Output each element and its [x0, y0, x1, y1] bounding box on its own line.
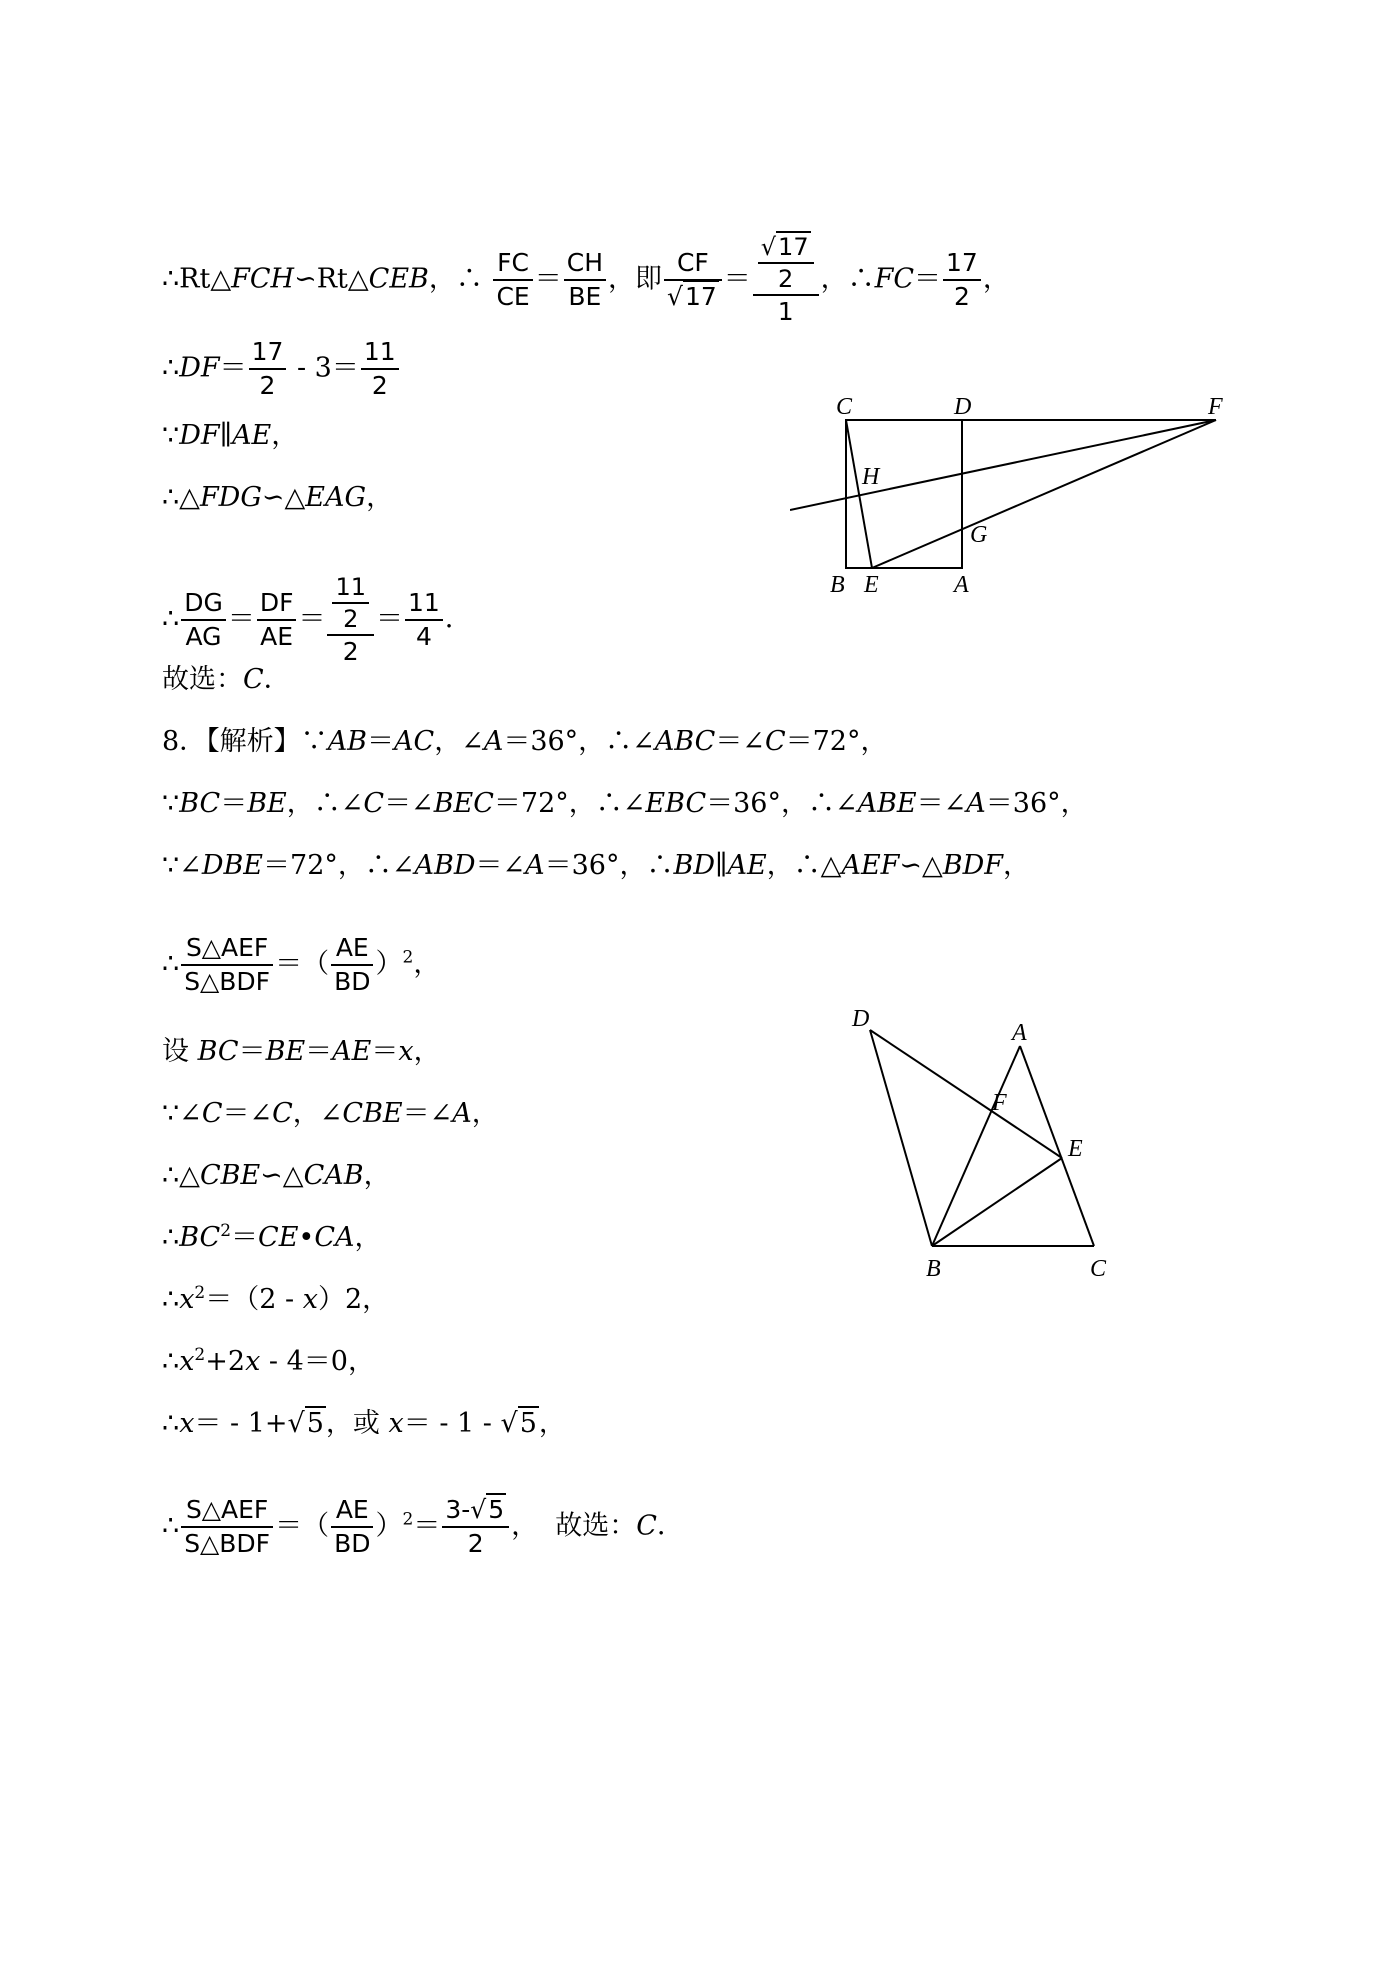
- s8-line-1: 8．【解析】∵AB＝AC，∠A＝36°，∴∠ABC＝∠C＝72°，: [162, 726, 888, 757]
- label-a: A: [954, 572, 969, 598]
- label-c: C: [1090, 1256, 1107, 1282]
- segment-e-f: [872, 420, 1216, 568]
- fraction-11-2: $\frac{11}{2}$: [361, 336, 399, 402]
- s8-line-9: $\therefore x^2=(2 - x)2$，: [162, 1283, 390, 1315]
- sqrt-symbol: √17: [760, 233, 809, 261]
- label-g: G: [970, 522, 988, 548]
- s8-line-7: ∴△CBE∽△CAB，: [162, 1160, 391, 1191]
- sqrt-symbol: √17: [667, 282, 717, 311]
- sqrt-symbol: √5: [470, 1495, 505, 1524]
- s7-line-3: ∵DF∥AE，: [162, 420, 299, 451]
- fraction-area-ratio: $\frac{\text{S△AEF}}{\text{S△BDF}}$: [181, 1494, 273, 1560]
- s8-line-6: ∵∠C＝∠C，∠CBE＝∠A，: [162, 1098, 499, 1129]
- s7-line-1: ∴Rt△FCH∽Rt△CEB，∴ $\frac{FC}{CE}$ ＝ $\frac{CH}{BE}$ ，即 $\frac{CF}{√17}$ ＝ $\frac{\frac{√17}{2}}{1}$ ，∴FC＝ $\frac{17}{2}$ ，: [162, 233, 1010, 326]
- fraction-dg-ag: $\frac{DG}{AG}$: [181, 587, 226, 653]
- fraction-df-ae: $\frac{DF}{AE}$: [257, 587, 297, 653]
- fraction-3-minus-sqrt5-over-2: $\frac{3-√5}{2}$: [442, 1494, 509, 1560]
- s8-line-4: ∴ $\frac{\text{S△AEF}}{\text{S△BDF}}$ ＝（ $\frac{AE}{BD}$ ）$^2$，: [162, 933, 441, 996]
- s8-line-8: $\therefore BC^2=CE•CA$，: [162, 1221, 382, 1253]
- fraction-area-ratio: $\frac{\text{S△AEF}}{\text{S△BDF}}$: [181, 932, 273, 998]
- fraction-ch-be: $\frac{CH}{BE}$: [564, 247, 606, 313]
- fraction-compound: $\frac{\frac{11}{2}}{2}$: [327, 572, 374, 668]
- s7-line-2: ∴DF＝ $\frac{17}{2}$ - 3＝ $\frac{11}{2}$: [162, 336, 401, 402]
- fraction-cf-sqrt17: $\frac{CF}{√17}$: [664, 247, 722, 313]
- fraction-fc-ce: $\frac{FC}{CE}$: [493, 247, 532, 313]
- segment-d-b: [870, 1030, 932, 1246]
- fraction-11-4: $\frac{11}{4}$: [405, 587, 443, 653]
- fraction-ae-bd: $\frac{AE}{BD}$: [331, 932, 373, 998]
- label-e: E: [1068, 1136, 1083, 1162]
- sqrt-symbol: √5: [500, 1408, 537, 1439]
- label-a: A: [1012, 1020, 1027, 1046]
- label-f: F: [1208, 394, 1223, 420]
- figure-square-diagram: [790, 380, 1230, 600]
- label-b: B: [830, 572, 845, 598]
- s8-line-2: ∵BC＝BE，∴∠C＝∠BEC＝72°，∴∠EBC＝36°，∴∠ABE＝∠A＝36°，: [162, 788, 1088, 819]
- label-d: D: [954, 394, 972, 420]
- figure-triangle-diagram: [840, 1000, 1140, 1300]
- label-f: F: [992, 1090, 1007, 1116]
- s8-line-5: 设 BC＝BE＝AE＝x，: [162, 1036, 441, 1067]
- s8-line-11: ∴x＝ - 1+√5，或 x＝ - 1 - √5，: [162, 1406, 566, 1442]
- label-b: B: [926, 1256, 941, 1282]
- fraction-compound: $\frac{\frac{√17}{2}}{1}$: [753, 232, 819, 328]
- label-d: D: [852, 1006, 870, 1032]
- s8-line-3: ∵∠DBE＝72°，∴∠ABD＝∠A＝36°，∴BD∥AE，∴△AEF∽△BDF，: [162, 850, 1031, 881]
- s8-line-12: ∴ $\frac{\text{S△AEF}}{\text{S△BDF}}$ ＝（ $\frac{AE}{BD}$ ）$^2$＝ $\frac{3-√5}{2}$ ， 故选：C．: [162, 1495, 684, 1558]
- fraction-17-2: $\frac{17}{2}$: [943, 247, 981, 313]
- s7-line-5: ∴ $\frac{DG}{AG}$ ＝ $\frac{DF}{AE}$ ＝ $\frac{\frac{11}{2}}{2}$ ＝ $\frac{11}{4}$ ．: [162, 573, 472, 666]
- s7-line-4: ∴△FDG∽△EAG，: [162, 482, 394, 513]
- label-h: H: [862, 464, 880, 490]
- sqrt-symbol: √5: [287, 1408, 324, 1439]
- segment-a-c: [1020, 1046, 1094, 1246]
- segment-d-e: [870, 1030, 1062, 1158]
- label-e: E: [864, 572, 879, 598]
- fraction-17-2: $\frac{17}{2}$: [249, 336, 287, 402]
- fraction-ae-bd: $\frac{AE}{BD}$: [331, 1494, 373, 1560]
- label-c: C: [836, 394, 853, 420]
- s7-line-6: 故选：C．: [162, 664, 291, 695]
- s8-line-10: $\therefore x^2+2x - 4=0$，: [162, 1345, 375, 1377]
